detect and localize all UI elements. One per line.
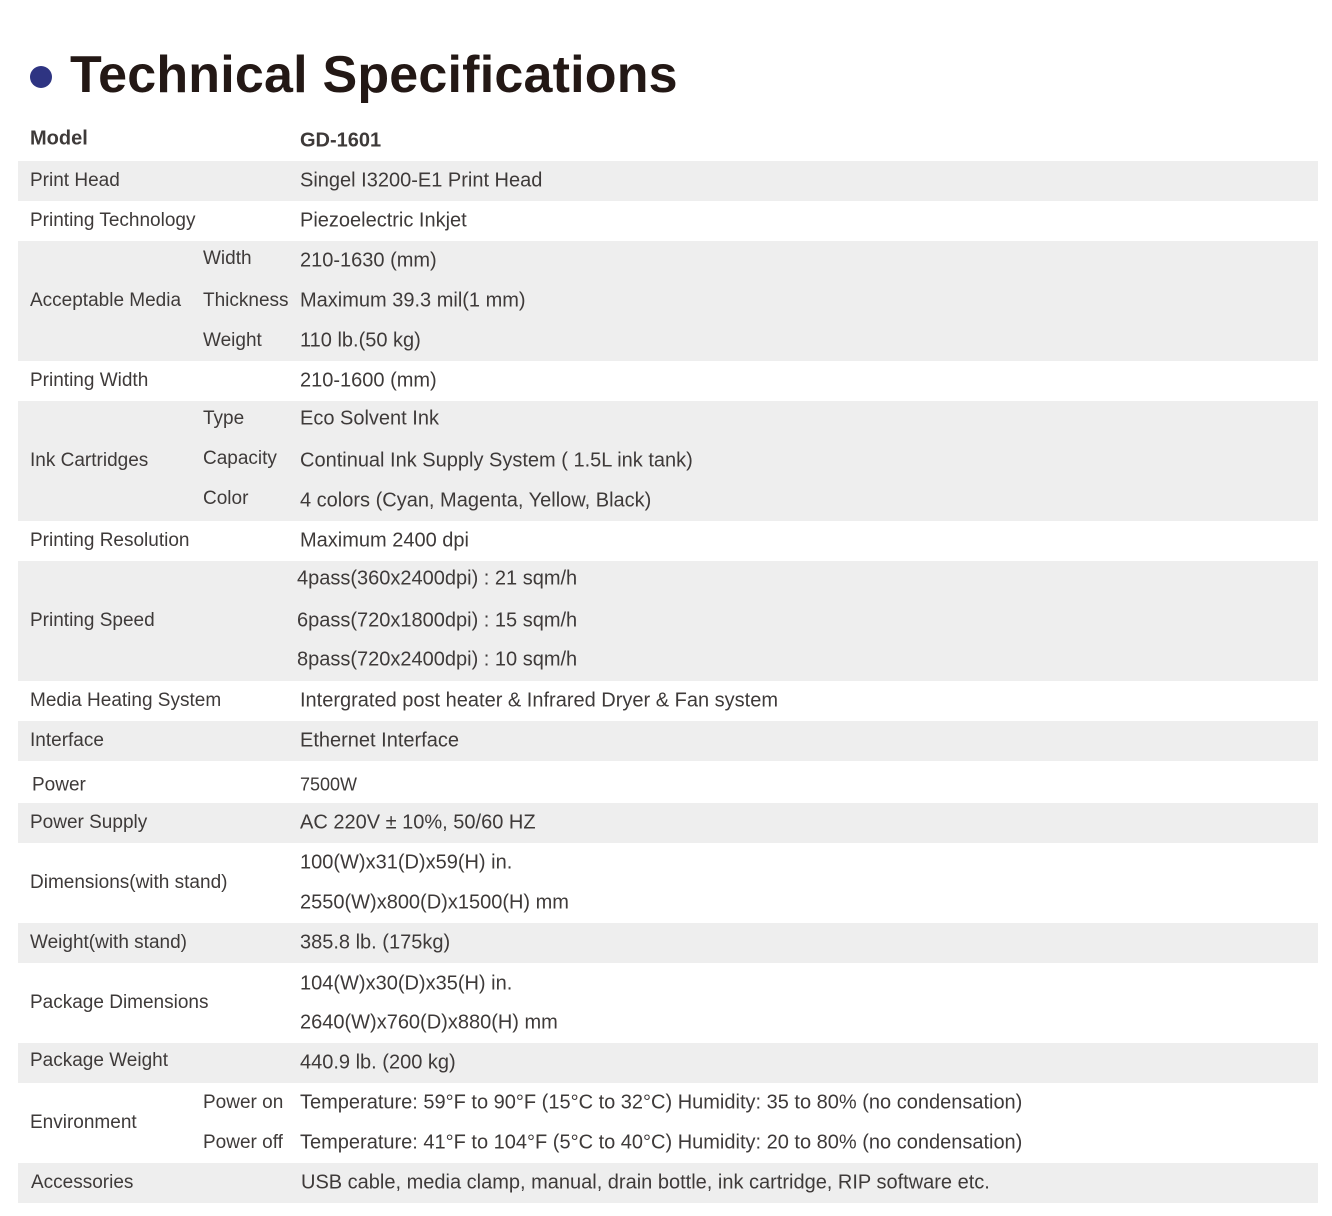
- sub-label: Width: [203, 247, 252, 269]
- spec-value: 210-1600 (mm): [300, 369, 437, 392]
- sub-row: [18, 241, 1318, 281]
- bullet-dot-icon: [30, 66, 52, 88]
- page-title: Technical Specifications: [70, 46, 678, 104]
- spec-label: Package Weight: [30, 1050, 169, 1072]
- spec-label: Interface: [30, 730, 104, 751]
- sub-row: [18, 481, 1318, 521]
- spec-row-package-weight: [18, 1043, 1318, 1083]
- spec-label: Printing Width: [30, 370, 149, 391]
- spec-value: USB cable, media clamp, manual, drain bottle, ink cartridge, RIP software etc.: [301, 1171, 990, 1194]
- sub-row: [18, 321, 1318, 361]
- spec-row-model: [18, 121, 1318, 161]
- spec-label: Environment: [30, 1112, 137, 1133]
- spec-value: 210-1630 (mm): [300, 249, 437, 272]
- spec-value: 4pass(360x2400dpi) : 21 sqm/h: [297, 567, 578, 590]
- sub-label: Power off: [203, 1132, 283, 1153]
- sub-row: [18, 843, 1318, 883]
- spec-row-ink-cartridges: [18, 401, 1318, 521]
- spec-row-weight: [18, 923, 1318, 963]
- spec-label: Accessories: [31, 1172, 134, 1193]
- spec-label: Acceptable Media: [30, 290, 182, 311]
- spec-label: Printing Technology: [30, 210, 196, 231]
- spec-value: 104(W)x30(D)x35(H) in.: [300, 972, 513, 995]
- spec-label: Model: [30, 127, 88, 150]
- spec-label: Media Heating System: [30, 690, 222, 711]
- spec-label: Printing Resolution: [30, 530, 190, 551]
- spec-value: 7500W: [300, 774, 358, 795]
- sub-row: [18, 281, 1318, 321]
- spec-row-power: [18, 761, 1318, 803]
- spec-label: Printing Speed: [30, 610, 155, 631]
- spec-value: Eco Solvent Ink: [300, 407, 439, 430]
- sub-row: [18, 601, 1318, 641]
- sub-row: [18, 1083, 1318, 1123]
- spec-row-environment: [18, 1083, 1318, 1163]
- spec-value: AC 220V ± 10%, 50/60 HZ: [300, 811, 536, 834]
- spec-row-interface: [18, 721, 1318, 761]
- spec-row-acceptable-media: [18, 241, 1318, 361]
- spec-value: GD-1601: [300, 129, 382, 152]
- spec-row-media-heating: [18, 681, 1318, 721]
- sub-label: Capacity: [203, 447, 277, 469]
- spec-value: Temperature: 41°F to 104°F (5°C to 40°C) Humidity: 20 to 80% (no condensation): [300, 1131, 1023, 1154]
- spec-value: 440.9 lb. (200 kg): [300, 1051, 456, 1074]
- sub-label: Type: [203, 408, 245, 429]
- sub-label: Color: [203, 487, 249, 509]
- spec-value: Maximum 39.3 mil(1 mm): [300, 289, 526, 312]
- sub-row: [18, 640, 1318, 680]
- spec-row-printing-technology: [18, 201, 1318, 241]
- sub-label: Weight: [203, 330, 262, 351]
- spec-row-print-head: [18, 161, 1318, 201]
- spec-value: Singel I3200-E1 Print Head: [300, 169, 543, 192]
- sub-row: [18, 964, 1318, 1004]
- spec-value: Continual Ink Supply System ( 1.5L ink tank): [300, 449, 693, 472]
- spec-row-printing-resolution: [18, 521, 1318, 561]
- spec-row-printing-width: [18, 361, 1318, 401]
- spec-row-power-supply: [18, 803, 1318, 843]
- spec-label: Weight(with stand): [30, 932, 187, 953]
- spec-label: Power: [32, 774, 86, 796]
- spec-row-printing-speed: [18, 561, 1318, 681]
- spec-label: Print Head: [30, 170, 120, 191]
- spec-value: Temperature: 59°F to 90°F (15°C to 32°C) Humidity: 35 to 80% (no condensation): [300, 1091, 1023, 1114]
- spec-value: 385.8 lb. (175kg): [300, 931, 451, 954]
- spec-value: 100(W)x31(D)x59(H) in.: [300, 851, 513, 874]
- spec-label: Power Supply: [30, 812, 148, 833]
- spec-label: Ink Cartridges: [30, 450, 149, 471]
- spec-label: Dimensions(with stand): [30, 872, 228, 893]
- spec-value: Intergrated post heater & Infrared Dryer & Fan system: [300, 689, 778, 712]
- spec-value: 2550(W)x800(D)x1500(H) mm: [300, 891, 569, 914]
- sub-row: [18, 441, 1318, 481]
- spec-value: Ethernet Interface: [300, 729, 459, 752]
- spec-row-package-dimensions: [18, 963, 1318, 1043]
- spec-value: 6pass(720x1800dpi) : 15 sqm/h: [297, 609, 578, 632]
- sub-row: [18, 559, 1318, 599]
- sub-row: [18, 399, 1318, 439]
- sub-row: [18, 883, 1318, 923]
- page-header: [30, 40, 678, 110]
- spec-value: Maximum 2400 dpi: [300, 529, 469, 552]
- sub-label: Thickness: [203, 290, 289, 311]
- spec-value: 4 colors (Cyan, Magenta, Yellow, Black): [300, 489, 652, 512]
- spec-value: Piezoelectric Inkjet: [300, 209, 467, 232]
- sub-row: [18, 1123, 1318, 1163]
- spec-row-dimensions: [18, 843, 1318, 923]
- spec-value: 110 lb.(50 kg): [300, 329, 421, 352]
- spec-value: 8pass(720x2400dpi) : 10 sqm/h: [297, 648, 578, 671]
- spec-table: [18, 121, 1318, 1203]
- sub-label: Power on: [203, 1092, 284, 1113]
- sub-row: [18, 1003, 1318, 1043]
- spec-value: 2640(W)x760(D)x880(H) mm: [300, 1011, 558, 1034]
- spec-label: Package Dimensions: [30, 992, 209, 1013]
- spec-row-accessories: [18, 1163, 1318, 1203]
